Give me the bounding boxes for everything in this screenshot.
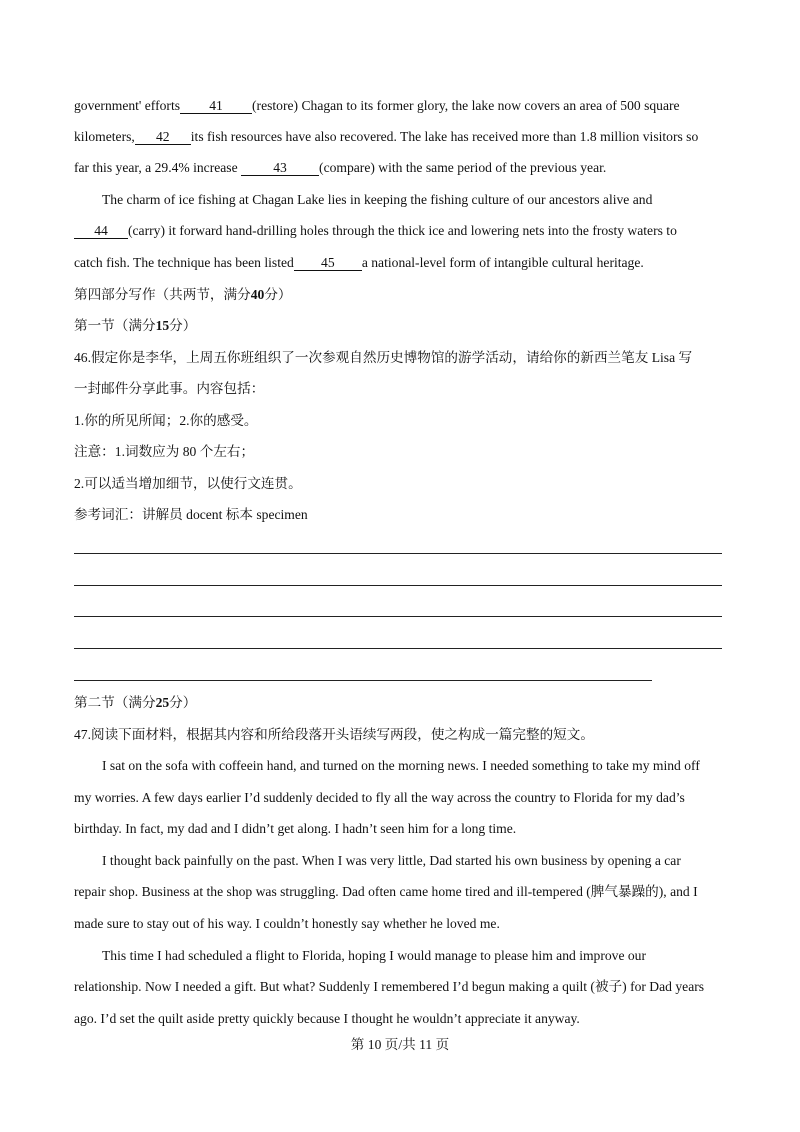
passage-text: its fish resources have also recovered. The lake has received more than 1.8 million visitors so (190, 129, 699, 144)
passage-text: a national-level form of intangible cultural heritage. (361, 255, 644, 270)
story-line: repair shop. Business at the shop was struggling. Dad often came home tired and ill-tempered (脾气暴躁的), and I (74, 884, 698, 899)
story-line: made sure to stay out of his way. I couldn’t honestly say whether he loved me. (74, 916, 500, 931)
section1-title-text: 分） (169, 318, 197, 333)
section2-title-text: 分） (169, 695, 197, 710)
q46-content-items: 1.你的所见所闻；2.你的感受。 (74, 413, 258, 428)
blank-43: 43 (241, 160, 319, 176)
q46-note: 2.可以适当增加细节，以使行文连贯。 (74, 476, 302, 491)
passage-text: kilometers, (74, 129, 135, 144)
story-line: This time I had scheduled a flight to Florida, hoping I would manage to please him and improve our (102, 948, 647, 963)
part4-title (74, 286, 292, 304)
answer-line (74, 553, 722, 554)
story-line: ago. I’d set the quilt aside pretty quickly because I thought he wouldn’t appreciate it anyway. (74, 1011, 580, 1026)
passage-line-6 (74, 254, 644, 272)
passage-text: far this year, a 29.4% increase (74, 160, 238, 175)
page-number: 第 10 页/共 11 页 (350, 1037, 450, 1052)
story-line: birthday. In fact, my dad and I didn’t get along. I hadn’t seen him for a long time. (74, 821, 517, 836)
passage-line-1 (74, 97, 680, 115)
section2-score: 25 (155, 695, 170, 710)
passage-line-2 (74, 128, 698, 146)
answer-line (74, 585, 722, 586)
q46-vocabulary: 参考词汇：讲解员 docent 标本 specimen (74, 507, 308, 522)
blank-44: 44 (74, 223, 128, 239)
part4-title-text: 第四部分写作（共两节，满分 (74, 287, 251, 302)
story-line: relationship. Now I needed a gift. But what? Suddenly I remembered I’d begun making a quilt (被子) for Dad years (74, 979, 705, 994)
section2-title (74, 694, 196, 712)
passage-text: catch fish. The technique has been listed (74, 255, 294, 270)
blank-42: 42 (135, 129, 191, 145)
part4-score: 40 (250, 287, 265, 302)
answer-line (74, 680, 652, 681)
blank-45: 45 (294, 255, 362, 271)
q46-note: 注意：1.词数应为 80 个左右； (74, 444, 255, 459)
section1-title (74, 317, 196, 335)
q46-text: 46.假定你是李华，上周五你班组织了一次参观自然历史博物馆的游学活动，请给你的新西兰笔友 Lisa 写 (74, 350, 693, 365)
passage-line-3 (74, 159, 606, 177)
blank-41: 41 (180, 98, 252, 114)
passage-line-5 (74, 222, 677, 240)
story-line: my worries. A few days earlier I’d suddenly decided to fly all the way across the country to Florida for my dad’s (74, 790, 685, 805)
q47-instruction: 47.阅读下面材料，根据其内容和所给段落开头语续写两段，使之构成一篇完整的短文。 (74, 727, 594, 742)
section1-score: 15 (155, 318, 170, 333)
story-line: I sat on the sofa with coffeein hand, and turned on the morning news. I needed something to take my mind off (102, 758, 700, 773)
section2-title-text: 第二节（满分 (74, 695, 156, 710)
part4-title-text: 分） (264, 287, 292, 302)
section1-title-text: 第一节（满分 (74, 318, 156, 333)
story-line: I thought back painfully on the past. When I was very little, Dad started his own business by opening a car (102, 853, 681, 868)
passage-text: (carry) it forward hand-drilling holes through the thick ice and lowering nets into the frosty waters to (128, 223, 677, 238)
passage-text: government' efforts (74, 98, 181, 113)
passage-text: (compare) with the same period of the previous year. (319, 160, 607, 175)
passage-text: (restore) Chagan to its former glory, the lake now covers an area of 500 square (252, 98, 680, 113)
passage-line-4: The charm of ice fishing at Chagan Lake lies in keeping the fishing culture of our ancestors alive and (102, 192, 653, 207)
answer-line (74, 616, 722, 617)
q46-text: 一封邮件分享此事。内容包括： (74, 381, 265, 396)
answer-line (74, 648, 722, 649)
